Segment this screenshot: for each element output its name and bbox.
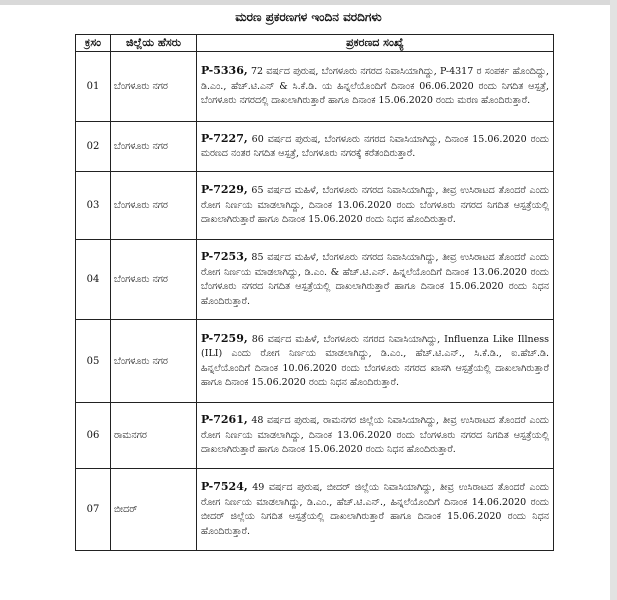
case-text: 49 ವರ್ಷದ ಪುರುಷ, ಬೀದರ್ ಜಿಲ್ಲೆಯ ನಿವಾಸಿಯಾಗಿದ್ದು, ತೀವ್ರ ಉಸಿರಾಟದ ತೊಂದರೆ ಎಂದು ರೋಗ ನಿರ್ಣಯ ಮಾಡಲಾಗಿದ್ದು, ಡಿ.ಎಂ., ಹೆಚ್.ಟಿ.ಎನ್., ಹಿನ್ನಲೆಯೊಂದಿಗೆ ದಿನಾಂಕ 14.06.2020 ರಂದು ಬೀದರ್ ಜಿಲ್ಲೆಯ ನಿಗದಿತ ಆಸ್ಪತ್ರೆಯಲ್ಲಿ ದಾಖಲಾಗಿರುತ್ತಾರೆ ಹಾಗೂ ದಿನಾಂಕ 15.06.2020 ರಂದು ನಿಧನ ಹೊಂದಿರುತ್ತಾರೆ. (201, 482, 549, 537)
viewer-scrollbar[interactable] (610, 0, 617, 600)
row-case-details (197, 52, 554, 122)
patient-id: P-7227, (201, 131, 248, 145)
row-district: ಬೆಂಗಳೂರು ನಗರ (111, 240, 197, 320)
header-serial-no: ಕ್ರಸಂ (76, 35, 111, 52)
row-case-details (197, 240, 554, 320)
case-text: 85 ವರ್ಷದ ಮಹಿಳೆ, ಬೆಂಗಳೂರು ನಗರದ ನಿವಾಸಿಯಾಗಿದ್ದು, ತೀವ್ರ ಉಸಿರಾಟದ ತೊಂದರೆ ಎಂದು ರೋಗ ನಿರ್ಣಯ ಮಾಡಲಾಗಿದ್ದು, ಡಿ.ಎಂ. & ಹೆಚ್.ಟಿ.ಎನ್. ಹಿನ್ನಲೆಯೊಂದಿಗೆ ದಿನಾಂಕ 13.06.2020 ರಂದು ಬೆಂಗಳೂರು ನಗರದ ನಿಗದಿತ ಆಸ್ಪತ್ರೆಯಲ್ಲಿ ದಾಖಲಾಗಿರುತ್ತಾರೆ ಹಾಗೂ ದಿನಾಂಕ 15.06.2020 ರಂದು ನಿಧನ ಹೊಂದಿರುತ್ತಾರೆ. (201, 252, 549, 307)
row-district: ಬೆಂಗಳೂರು ನಗರ (111, 320, 197, 403)
row-serial-no: 07 (76, 469, 111, 551)
patient-id: P-7261, (201, 413, 248, 427)
case-text: 65 ವರ್ಷದ ಮಹಿಳೆ, ಬೆಂಗಳೂರು ನಗರದ ನಿವಾಸಿಯಾಗಿದ್ದು, ತೀವ್ರ ಉಸಿರಾಟದ ತೊಂದರೆ ಎಂದು ರೋಗ ನಿರ್ಣಯ ಮಾಡಲಾಗಿದ್ದು, ದಿನಾಂಕ 13.06.2020 ರಂದು ಬೆಂಗಳೂರು ನಗರದ ನಿಗದಿತ ಆಸ್ಪತ್ರೆಯಲ್ಲಿ ದಾಖಲಾಗಿರುತ್ತಾರೆ ಹಾಗೂ ದಿನಾಂಕ 15.06.2020 ರಂದು ನಿಧನ ಹೊಂದಿರುತ್ತಾರೆ. (201, 185, 549, 226)
table-row (76, 172, 554, 240)
header-case-details: ಪ್ರಕರಣದ ಸಂಖ್ಯೆ (197, 35, 554, 52)
row-district: ಬೆಂಗಳೂರು ನಗರ (111, 172, 197, 240)
patient-id: P-7524, (201, 480, 248, 493)
row-district: ಬೀದರ್ (111, 469, 197, 551)
row-district: ರಾಮನಗರ (111, 403, 197, 469)
row-serial-no: 06 (76, 403, 111, 469)
patient-id: P-7259, (201, 331, 248, 345)
header-district: ಜಿಲ್ಲೆಯ ಹೆಸರು (111, 35, 197, 52)
row-case-details (197, 122, 554, 172)
table-row (76, 403, 554, 469)
patient-id: P-7253, (201, 250, 248, 263)
row-serial-no: 04 (76, 240, 111, 320)
row-serial-no: 05 (76, 320, 111, 403)
table-row (76, 52, 554, 122)
case-text: 48 ವರ್ಷದ ಪುರುಷ, ರಾಮನಗರ ಜಿಲ್ಲೆಯ ನಿವಾಸಿಯಾಗಿದ್ದು, ತೀವ್ರ ಉಸಿರಾಟದ ತೊಂದರೆ ಎಂದು ರೋಗ ನಿರ್ಣಯ ಮಾಡಲಾಗಿದ್ದು, ದಿನಾಂಕ 13.06.2020 ರಂದು ಬೆಂಗಳೂರು ನಗರದ ನಿಗದಿತ ಆಸ್ಪತ್ರೆಯಲ್ಲಿ ದಾಖಲಾಗಿರುತ್ತಾರೆ ಹಾಗೂ ದಿನಾಂಕ 15.06.2020 ರಂದು ನಿಧನ ಹೊಂದಿರುತ್ತಾರೆ. (201, 415, 549, 456)
row-serial-no: 03 (76, 172, 111, 240)
viewer-top-edge (0, 0, 617, 5)
table-row (76, 469, 554, 551)
row-district: ಬೆಂಗಳೂರು ನಗರ (111, 52, 197, 122)
patient-id: P-5336, (201, 64, 248, 78)
row-case-details (197, 403, 554, 469)
table-row (76, 320, 554, 403)
page-title: ಮರಣ ಪ್ರಕರಣಗಳ ಇಂದಿನ ವರದಿಗಳು (235, 10, 382, 24)
death-cases-table (75, 34, 554, 551)
case-text: 72 ವರ್ಷದ ಪುರುಷ, ಬೆಂಗಳೂರು ನಗರದ ನಿವಾಸಿಯಾಗಿದ್ದು, P-4317 ರ ಸಂಪರ್ಕ ಹೊಂದಿದ್ದು, ಡಿ.ಎಂ., ಹೆಚ್.ಟಿ.ಎನ್ & ಸಿ.ಕೆ.ಡಿ. ಯ ಹಿನ್ನಲೆಯೊಂದಿಗೆ ದಿನಾಂಕ 06.06.2020 ರಂದು ನಿಗದಿತ ಆಸ್ಪತ್ರೆ, ಬೆಂಗಳೂರು ನಗರದಲ್ಲಿ ದಾಖಲಾಗಿರುತ್ತಾರೆ ಹಾಗೂ ದಿನಾಂಕ 15.06.2020 ರಂದು ಮರಣ ಹೊಂದಿರುತ್ತಾರೆ. (201, 66, 549, 107)
row-case-details (197, 320, 554, 403)
table-row (76, 240, 554, 320)
case-text: 60 ವರ್ಷದ ಪುರುಷ, ಬೆಂಗಳೂರು ನಗರದ ನಿವಾಸಿಯಾಗಿದ್ದು, ದಿನಾಂಕ 15.06.2020 ರಂದು ಮರಣದ ನಂತರ ನಿಗದಿತ ಆಸ್ಪತ್ರೆ, ಬೆಂಗಳೂರು ನಗರಕ್ಕೆ ಕರೆತಂದಿರುತ್ತಾರೆ. (201, 133, 549, 159)
row-case-details (197, 172, 554, 240)
row-case-details (197, 469, 554, 551)
table-row (76, 122, 554, 172)
patient-id: P-7229, (201, 183, 248, 197)
row-serial-no: 01 (76, 52, 111, 122)
case-text: 86 ವರ್ಷದ ಮಹಿಳೆ, ಬೆಂಗಳೂರು ನಗರದ ನಿವಾಸಿಯಾಗಿದ್ದು, Influenza Like Illness (ILI) ಎಂದು ರೋಗ ನಿರ್ಣಯ ಮಾಡಲಾಗಿದ್ದು, ಡಿ.ಎಂ., ಹೆಚ್.ಟಿ.ಎನ್., ಸಿ.ಕೆ.ಡಿ., ಐ.ಹೆಚ್.ಡಿ. ಹಿನ್ನಲೆಯೊಂದಿಗೆ ದಿನಾಂಕ 10.06.2020 ರಂದು ಬೆಂಗಳೂರು ನಗರದ ಖಾಸಗಿ ಆಸ್ಪತ್ರೆಯಲ್ಲಿ ದಾಖಲಾಗಿರುತ್ತಾರೆ ಹಾಗೂ ದಿನಾಂಕ 15.06.2020 ರಂದು ನಿಧನ ಹೊಂದಿರುತ್ತಾರೆ. (201, 333, 549, 388)
table-header-row (76, 35, 554, 52)
row-district: ಬೆಂಗಳೂರು ನಗರ (111, 122, 197, 172)
row-serial-no: 02 (76, 122, 111, 172)
